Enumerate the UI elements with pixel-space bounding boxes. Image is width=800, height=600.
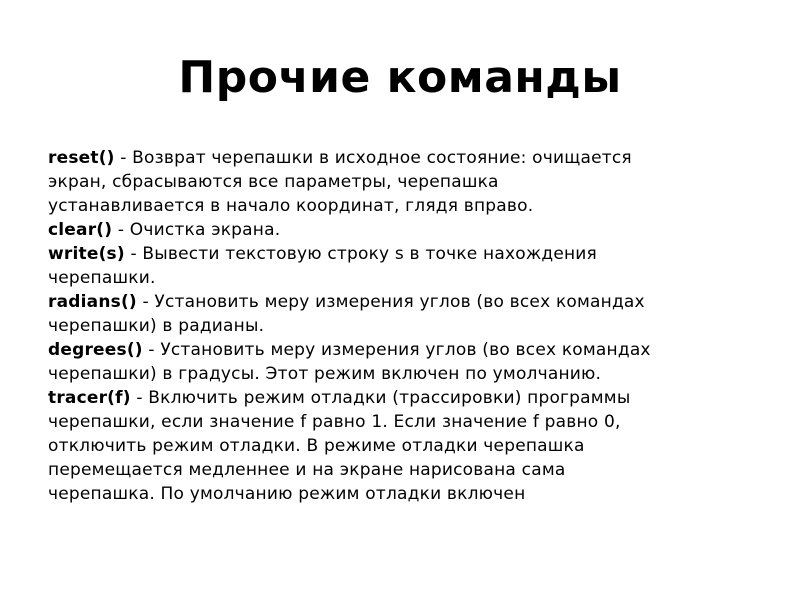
text-line: перемещается медленнее и на экране нарисована сама xyxy=(48,460,566,480)
text-line: устанавливается в начало координат, глядя вправо. xyxy=(48,196,534,216)
command-name: radians() xyxy=(48,292,137,312)
text-line xyxy=(48,146,768,170)
command-name: tracer(f) xyxy=(48,388,131,408)
text-line xyxy=(48,242,768,266)
command-name: degrees() xyxy=(48,340,143,360)
text-line: черепашки) в радианы. xyxy=(48,316,265,336)
slide-title: Прочие команды xyxy=(178,52,622,103)
command-name: write(s) xyxy=(48,244,125,264)
command-reset xyxy=(48,146,768,218)
command-write xyxy=(48,242,768,290)
command-description: - Установить меру измерения углов (во всех командах xyxy=(142,340,651,360)
text-line xyxy=(48,386,768,410)
text-line xyxy=(48,290,768,314)
text-line: черепашки. xyxy=(48,268,156,288)
command-degrees xyxy=(48,338,768,386)
text-line: черепашка. По умолчанию режим отладки включен xyxy=(48,484,526,504)
text-line xyxy=(48,218,768,242)
command-radians xyxy=(48,290,768,338)
command-description: - Очистка экрана. xyxy=(112,220,281,240)
text-line xyxy=(48,338,768,362)
command-description: - Установить меру измерения углов (во всех командах xyxy=(136,292,645,312)
text-line: черепашки, если значение f равно 1. Если значение f равно 0, xyxy=(48,412,621,432)
text-line: экран, сбрасываются все параметры, черепашка xyxy=(48,172,499,192)
command-description: - Возврат черепашки в исходное состояние: очищается xyxy=(114,148,632,168)
command-name: reset() xyxy=(48,148,115,168)
slide-content xyxy=(48,146,768,506)
command-description: - Включить режим отладки (трассировки) программы xyxy=(130,388,631,408)
command-description: - Вывести текстовую строку s в точке нахождения xyxy=(124,244,597,264)
command-name: clear() xyxy=(48,220,113,240)
command-clear xyxy=(48,218,768,242)
command-tracer xyxy=(48,386,768,506)
text-line: отключить режим отладки. В режиме отладки черепашка xyxy=(48,436,585,456)
text-line: черепашки) в градусы. Этот режим включен по умолчанию. xyxy=(48,364,602,384)
